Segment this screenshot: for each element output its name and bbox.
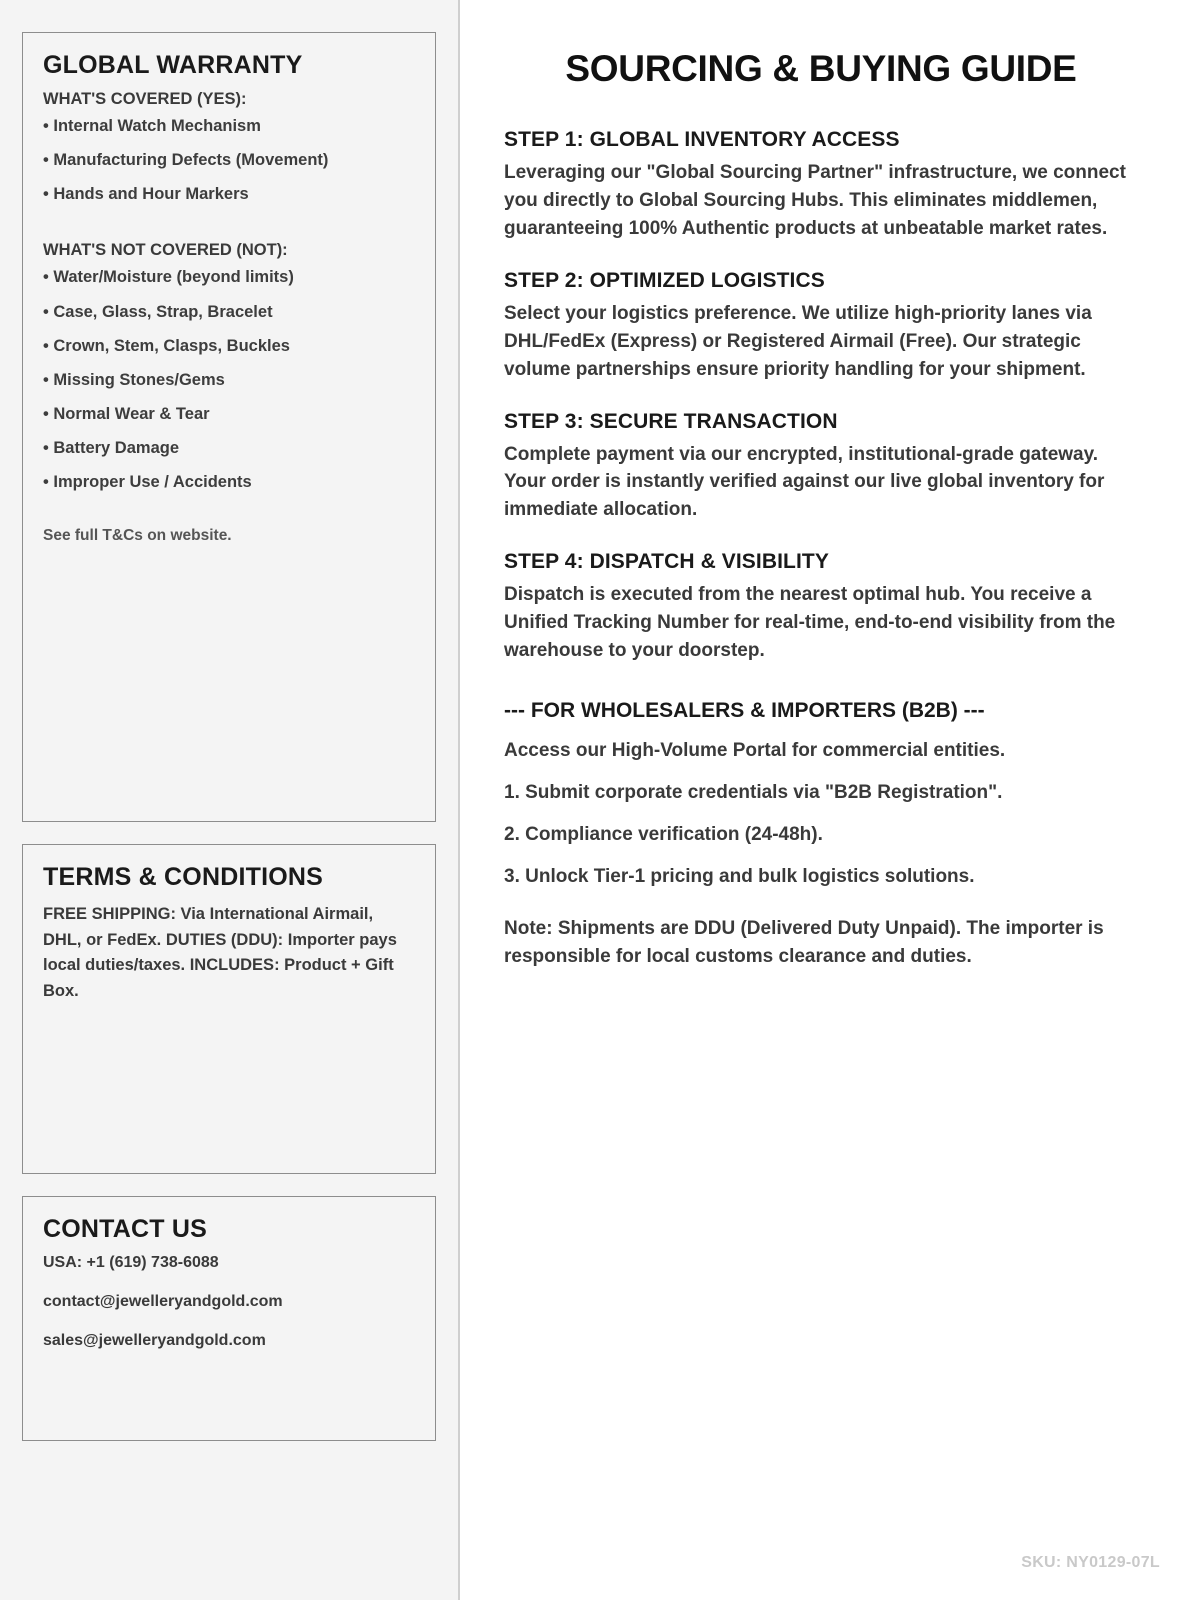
- list-item: • Water/Moisture (beyond limits): [43, 268, 294, 287]
- b2b-step-2: 2. Compliance verification (24-48h).: [504, 823, 823, 845]
- step-1: [504, 128, 1138, 243]
- list-item: • Hands and Hour Markers: [43, 185, 249, 204]
- list-item: • Missing Stones/Gems: [43, 370, 225, 389]
- b2b-note: Note: Shipments are DDU (Delivered Duty Unpaid). The importer is responsible for local customs clearance and duties.: [504, 917, 1104, 967]
- b2b-intro: Access our High-Volume Portal for commercial entities.: [504, 740, 1006, 762]
- terms-and-conditions-panel: [22, 844, 436, 1174]
- contact-us-panel: [22, 1196, 436, 1441]
- step-4: [504, 550, 1138, 665]
- list-item: • Battery Damage: [43, 439, 179, 458]
- contact-email[interactable]: contact@jewelleryandgold.com: [43, 1293, 283, 1310]
- global-warranty-panel: [22, 32, 436, 822]
- step-3-body: Complete payment via our encrypted, institutional-grade gateway. Your order is instantly verified against our live global inventory for immediate allocation.: [504, 443, 1105, 521]
- list-item: • Case, Glass, Strap, Bracelet: [43, 302, 273, 321]
- step-3: [504, 410, 1138, 525]
- step-4-body: Dispatch is executed from the nearest optimal hub. You receive a Unified Tracking Number for real-time, end-to-end visibility from the warehouse to your doorstep.: [504, 584, 1116, 662]
- b2b-step-3: 3. Unlock Tier-1 pricing and bulk logistics solutions.: [504, 865, 975, 887]
- list-item: • Manufacturing Defects (Movement): [43, 151, 329, 170]
- sku-label: SKU: NY0129-07L: [1021, 1554, 1160, 1571]
- contact-title: CONTACT US: [43, 1215, 208, 1243]
- terms-body: FREE SHIPPING: Via International Airmail, DHL, or FedEx. DUTIES (DDU): Importer pays local duties/taxes. INCLUDES: Product + Gift Box.: [43, 905, 397, 1001]
- step-1-heading: STEP 1: GLOBAL INVENTORY ACCESS: [504, 128, 900, 151]
- terms-title: TERMS & CONDITIONS: [43, 863, 323, 891]
- step-2-body: Select your logistics preference. We utilize high-priority lanes via DHL/FedEx (Express) or Registered Airmail (Free). Our strategic volume partnerships ensure priority handling for your shipment.: [504, 302, 1092, 380]
- list-item: • Internal Watch Mechanism: [43, 117, 261, 135]
- step-3-heading: STEP 3: SECURE TRANSACTION: [504, 409, 838, 433]
- step-1-body: Leveraging our "Global Sourcing Partner" infrastructure, we connect you directly to Global Sourcing Hubs. This eliminates middlemen, guaranteeing 100% Authentic products at unbeatable market rates.: [504, 162, 1126, 239]
- contact-phone[interactable]: USA: +1 (619) 738-6088: [43, 1254, 219, 1271]
- b2b-step-1: 1. Submit corporate credentials via "B2B Registration".: [504, 781, 1003, 803]
- b2b-heading: --- FOR WHOLESALERS & IMPORTERS (B2B) ---: [504, 699, 985, 723]
- warranty-covered-heading: WHAT'S COVERED (YES):: [43, 90, 247, 108]
- list-item: • Normal Wear & Tear: [43, 404, 210, 423]
- step-4-heading: STEP 4: DISPATCH & VISIBILITY: [504, 550, 829, 574]
- left-sidebar: [0, 0, 460, 1600]
- sales-email[interactable]: sales@jewelleryandgold.com: [43, 1332, 266, 1349]
- main-content: [460, 0, 1200, 1600]
- list-item: • Improper Use / Accidents: [43, 473, 252, 492]
- step-2: [504, 269, 1138, 384]
- step-2-heading: STEP 2: OPTIMIZED LOGISTICS: [504, 268, 825, 292]
- page-title: SOURCING & BUYING GUIDE: [565, 48, 1077, 89]
- warranty-not-covered-heading: WHAT'S NOT COVERED (NOT):: [43, 241, 288, 260]
- warranty-title: GLOBAL WARRANTY: [43, 51, 303, 79]
- warranty-footnote: See full T&Cs on website.: [43, 527, 232, 545]
- list-item: • Crown, Stem, Clasps, Buckles: [43, 336, 290, 355]
